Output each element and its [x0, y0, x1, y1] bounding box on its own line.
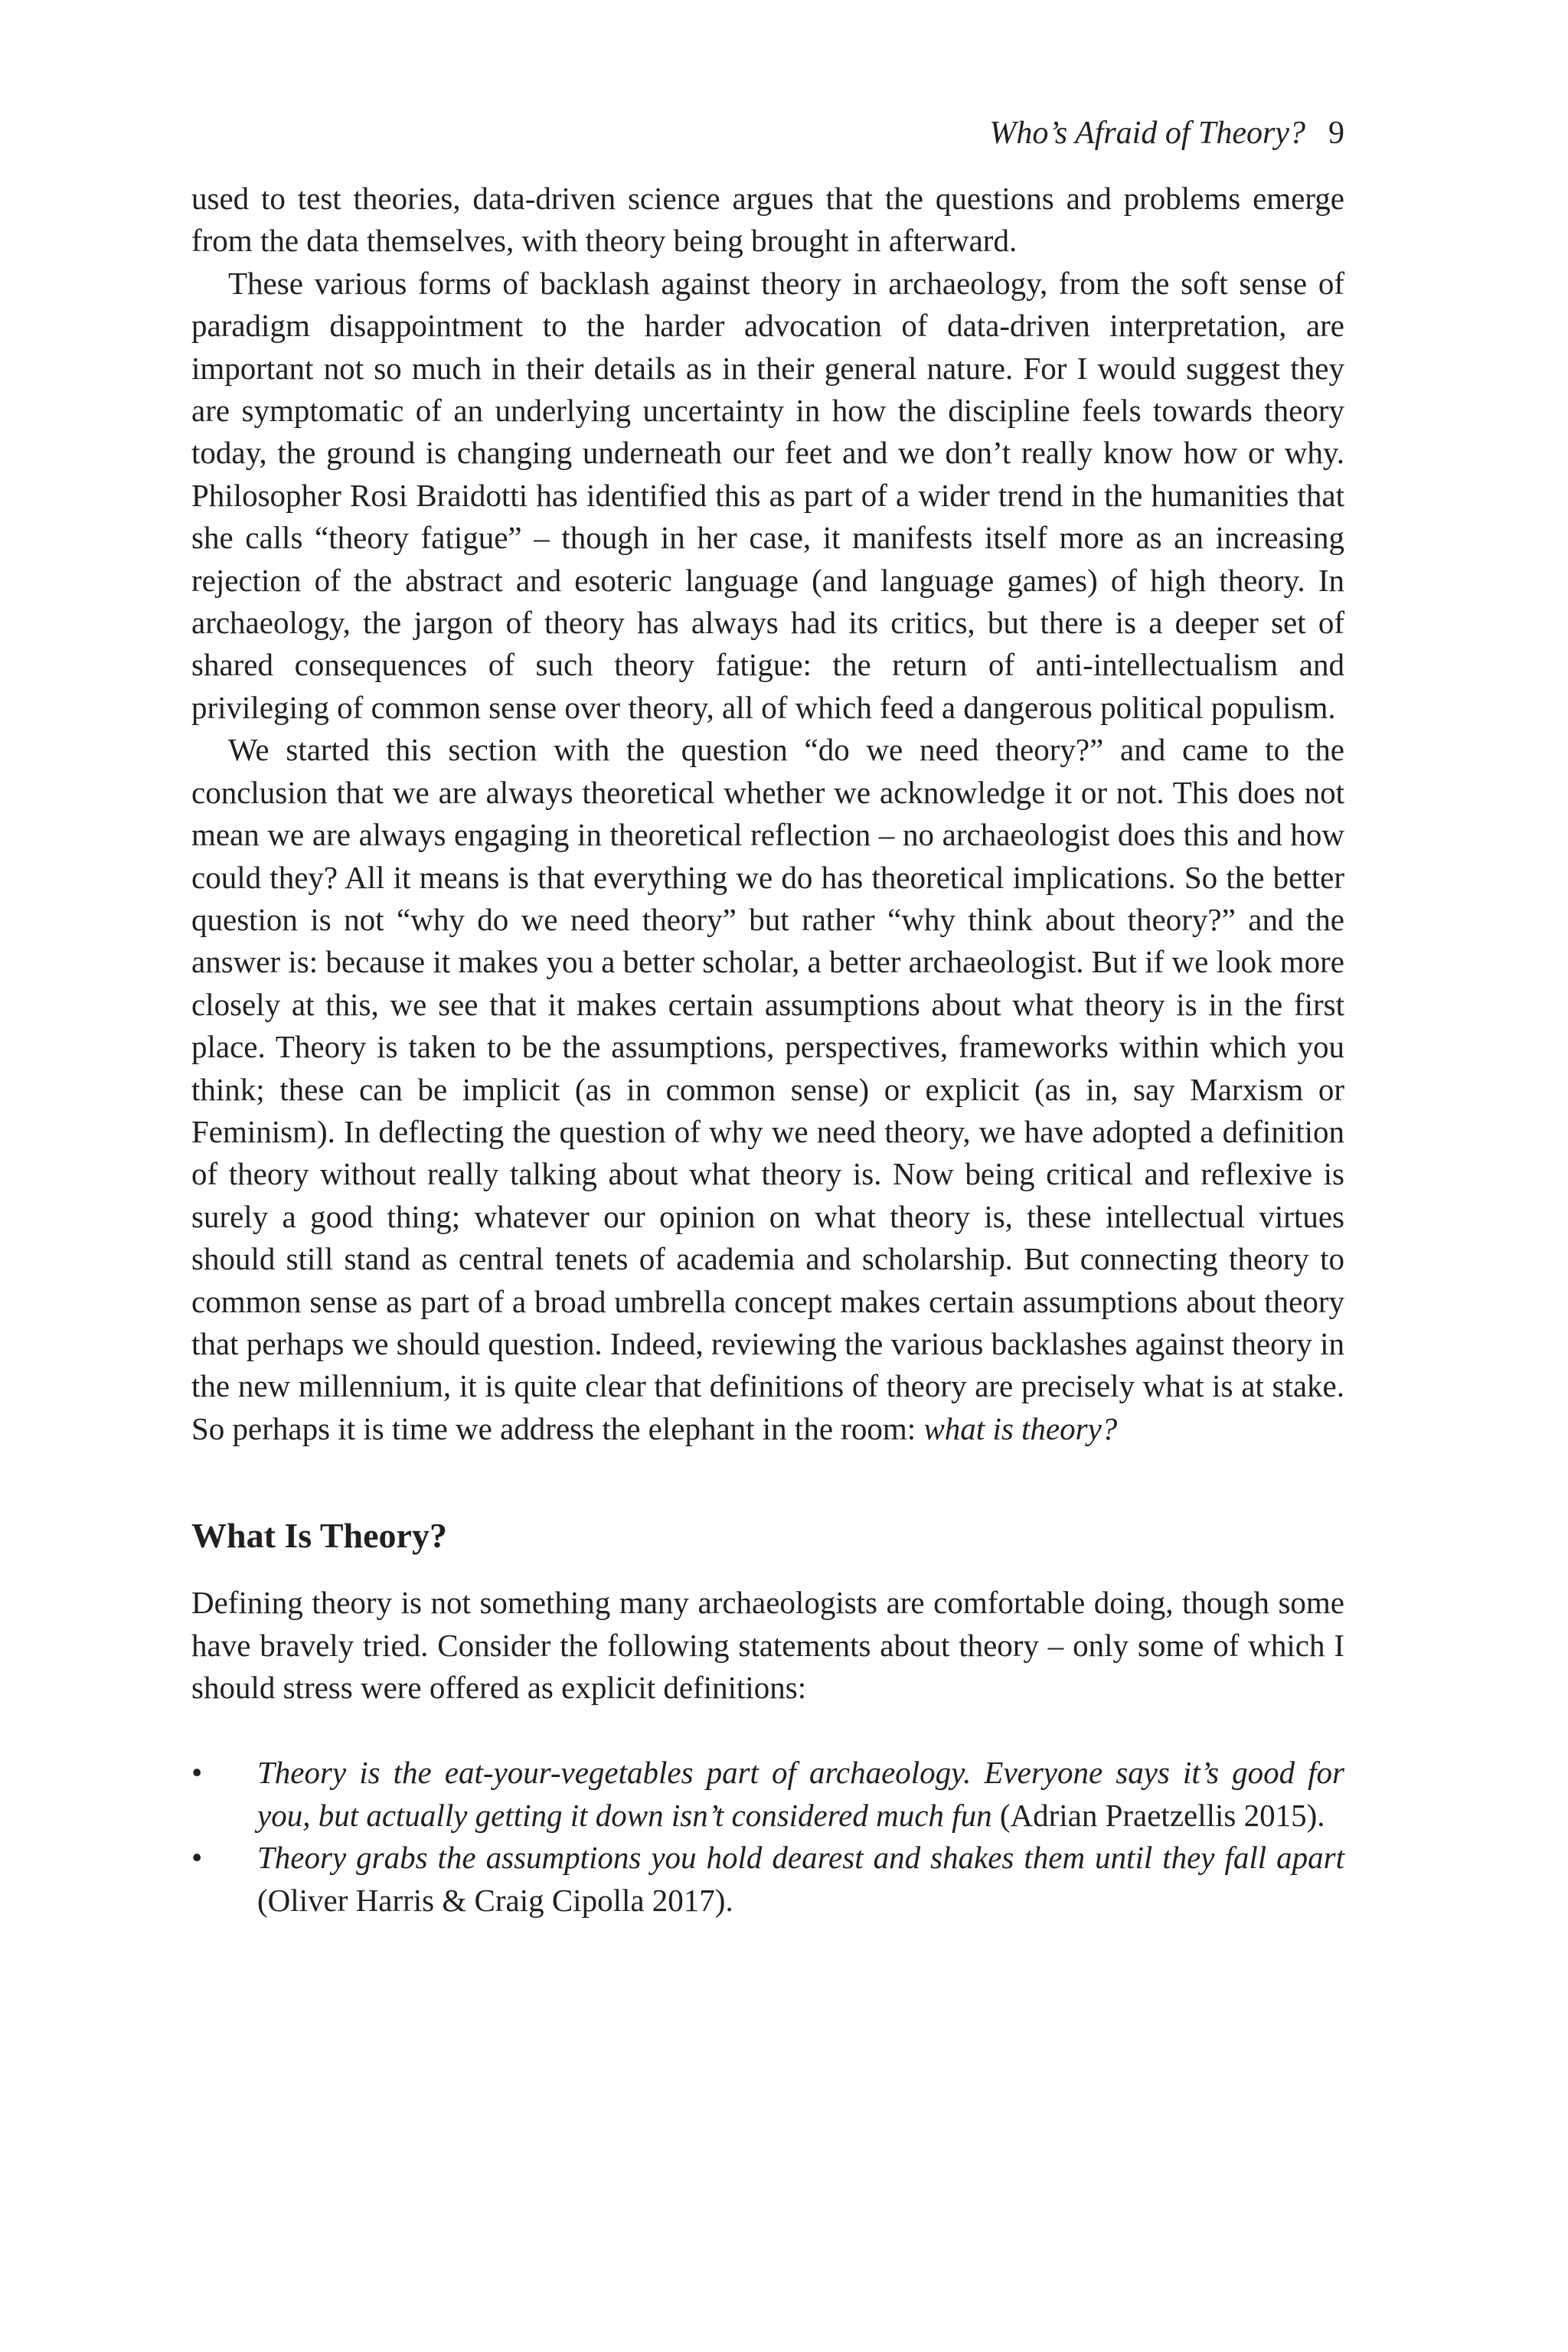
paragraph-why-theory-text: We started this section with the question “do we need theory?” and came to the conclusion that we are always theoretical whether we acknowledge it or not. This does not mean we are always engaging in theoretical reflection – no archaeologist does this and how could they? All it means is that everything we do has theoretical implications. So the better question is not “why do we need theory” but rather “why think about theory?” and the answer is: because it makes you a better scholar, a better archaeologist. But if we look more closely at this, we see that it makes certain assumptions about what theory is in the first place. Theory is taken to be the assumptions, perspectives, frameworks within which you think; these can be implicit (as in common sense) or explicit (as in, say Marxism or Feminism). In deflecting the question of why we need theory, we have adopted a definition of theory without really talking about what theory is. Now being critical and reflexive is surely a good thing; whatever our opinion on what theory is, these intellectual virtues should still stand as central tenets of academia and scholarship. But connecting theory to common sense as part of a broad umbrella concept makes certain assumptions about theory that perhaps we should question. Indeed, reviewing the various backlashes against theory in the new millennium, it is quite clear that definitions of theory are precisely what is at stake. So perhaps it is time we address the elephant in the room:: [191, 732, 1344, 1446]
definition-quote: Theory grabs the assumptions you hold dearest and shakes them until they fall apart: [257, 1840, 1344, 1876]
page-number: 9: [1328, 116, 1344, 151]
paragraph-why-theory: [191, 729, 1344, 1450]
bullet-icon: •: [191, 1840, 203, 1876]
list-item: [191, 1752, 1344, 1837]
definition-quote: Theory is the eat-your-vegetables part of archaeology. Everyone says it’s good for you, but actually getting it down isn’t considered much fun: [257, 1755, 1344, 1833]
paragraph-continuation: used to test theories, data-driven science argues that the questions and problems emerge from the data themselves, with theory being brought in afterward.: [191, 181, 1344, 259]
body-text: [191, 178, 1344, 1922]
list-item: [191, 1837, 1344, 1922]
paragraph-backlash: These various forms of backlash against theory in archaeology, from the soft sense of paradigm disappointment to the harder advocation of data-driven interpretation, are important not so much in their details as in their general nature. For I would suggest they are symptomatic of an underlying uncertainty in how the discipline feels towards theory today, the ground is changing underneath our feet and we don’t really know how or why. Philosopher Rosi Braidotti has identified this as part of a wider trend in the humanities that she calls “theory fatigue” – though in her case, it manifests itself more as an increasing rejection of the abstract and esoteric language (and language games) of high theory. In archaeology, the jargon of theory has always had its critics, but there is a deeper set of shared consequences of such theory fatigue: the return of anti-intellectualism and privileging of common sense over theory, all of which feed a dangerous political populism.: [191, 265, 1344, 725]
section-intro: Defining theory is not something many archaeologists are comfortable doing, though some have bravely tried. Consider the following statements about theory – only some of which I should stress were offered as explicit definitions:: [191, 1585, 1344, 1705]
section-heading: What Is Theory?: [191, 1516, 447, 1556]
definitions-list: [191, 1752, 1344, 1922]
running-header: [989, 112, 1344, 155]
running-header-title: Who’s Afraid of Theory?: [989, 116, 1305, 151]
definition-source: (Oliver Harris & Craig Cipolla 2017).: [257, 1882, 733, 1918]
definition-source: (Adrian Praetzellis 2015).: [991, 1797, 1325, 1833]
paragraph-why-theory-emphasis: what is theory?: [923, 1410, 1118, 1446]
bullet-icon: •: [191, 1755, 203, 1791]
